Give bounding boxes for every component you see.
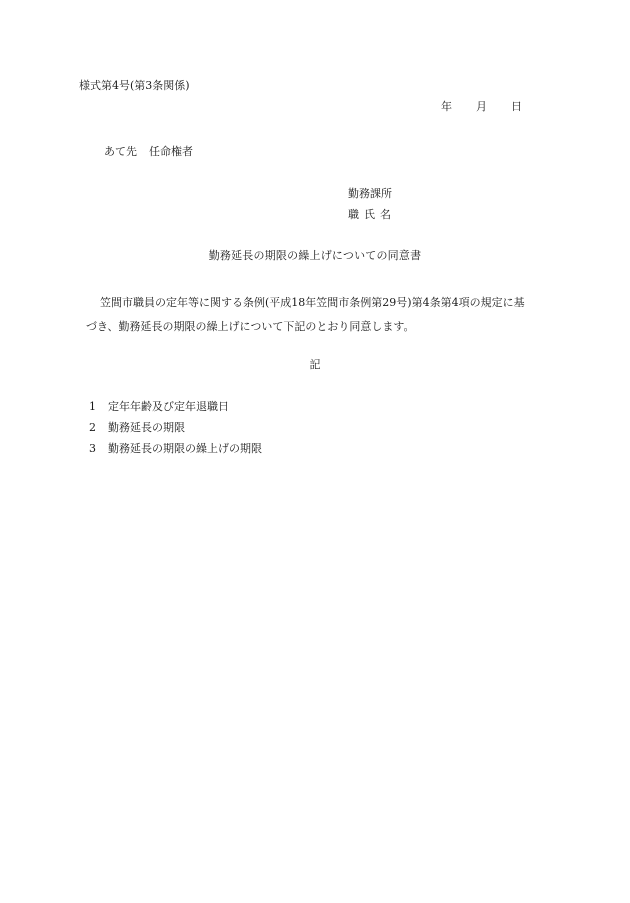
list-item: [89, 422, 262, 443]
body-line-2: づき、勤務延長の期限の繰上げについて下記のとおり同意します。: [86, 320, 415, 333]
sender-office: 勤務課所: [348, 187, 392, 200]
item-text: 勤務延長の期限の繰上げの期限: [108, 442, 262, 455]
sender-name: 職氏名: [348, 208, 396, 221]
addressee: [104, 146, 193, 157]
item-text: 勤務延長の期限: [108, 421, 185, 434]
date-day: 日: [511, 100, 522, 113]
addressee-name: 任命権者: [149, 145, 193, 158]
item-number: 3: [89, 442, 96, 455]
body-line-1: 笠間市職員の定年等に関する条例(平成18年笠間市条例第29号)第4条第4項の規定に基: [100, 296, 525, 309]
form-number: 様式第4号(第3条関係): [79, 79, 190, 92]
list-item: [89, 443, 262, 464]
date-month: 月: [476, 100, 487, 113]
item-text: 定年年齢及び定年退職日: [108, 400, 229, 413]
record-heading: 記: [309, 358, 321, 371]
date-year: 年: [441, 100, 452, 113]
item-number: 1: [89, 400, 96, 413]
document-body: [86, 291, 556, 339]
date-line: [441, 101, 522, 112]
addressee-label: あて先: [104, 145, 137, 158]
document-title: 勤務延長の期限の繰上げについての同意書: [208, 249, 422, 262]
item-number: 2: [89, 421, 96, 434]
list-item: [89, 401, 262, 422]
item-list: [89, 401, 262, 464]
